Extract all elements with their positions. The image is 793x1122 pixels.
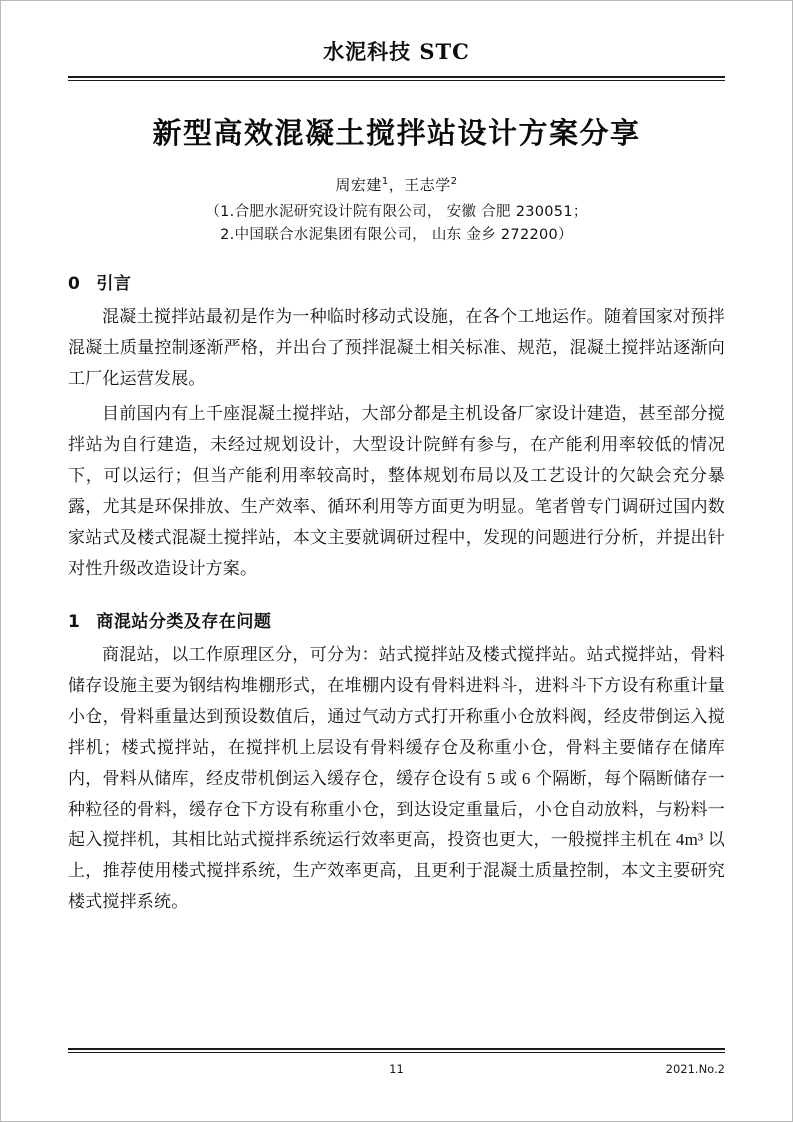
affiliation-line-2: 2.中国联合水泥集团有限公司， 山东 金乡 272200）: [220, 227, 573, 244]
section-heading-1: [68, 607, 725, 632]
paragraph: 目前国内有上千座混凝土搅拌站，大部分都是主机设备厂家设计建造，甚至部分搅拌站为自行建造，未经过规划设计，大型设计院鲜有参与，在产能利用率较低的情况下，可以运行；但当产能利用率较高时，整体规划布局以及工艺设计的欠缺会充分暴露，尤其是环保排放、生产效率、循环利用等方面更为明显。笔者曾专门调研过国内数家站式及楼式混凝土搅拌站，本文主要就调研过程中，发现的问题进行分析，并提出针对性升级改造设计方案。: [68, 404, 725, 578]
paragraph: 混凝土搅拌站最初是作为一种临时移动式设施，在各个工地运作。随着国家对预拌混凝土质量控制逐渐严格，并出台了预拌混凝土相关标准、规范，混凝土搅拌站逐渐向工厂化运营发展。: [68, 307, 725, 389]
footer-rule-thin: [68, 1052, 725, 1053]
affiliation-block: [68, 201, 725, 247]
header-rule-thick: [68, 76, 725, 78]
paragraph: 商混站，以工作原理区分，可分为：站式搅拌站及楼式搅拌站。站式搅拌站，骨料储存设施主要为钢结构堆棚形式，在堆棚内设有骨料进料斗，进料斗下方设有称重计量小仓，骨料重量达到预设数值后，通过气动方式打开称重小仓放料阀，经皮带倒运入搅拌机；楼式搅拌站，在搅拌机上层设有骨料缓存仓及称重小仓，骨料主要储存在储库内，骨料从储库，经皮带机倒运入缓存仓，缓存仓设有 5 或 6 个隔断，每个隔断储存一种粒径的骨料，缓存仓下方设有称重小仓，到达设定重量后，小仓自动放料，与粉料一起入搅拌机，其相比站式搅拌系统运行效率更高，投资也更大，一般搅拌主机在 4m³ 以上，推荐使用楼式搅拌系统，生产效率更高，且更利于混凝土质量控制，本文主要研究楼式搅拌系统。: [68, 644, 725, 912]
page-title: 新型高效混凝土搅拌站设计方案分享: [152, 116, 641, 150]
author-separator: ，: [388, 176, 405, 194]
section-heading-0: [68, 269, 725, 294]
author-2-name: 王志学: [404, 176, 451, 194]
section-title-1: 商混站分类及存在问题: [96, 611, 272, 632]
affiliation-line-1: （1.合肥水泥研究设计院有限公司， 安徽 合肥 230051；: [205, 204, 588, 220]
running-head: 水泥科技 STC: [323, 39, 470, 64]
section-number-1: 1: [68, 611, 81, 632]
issue-label: 2021.No.2: [665, 1062, 725, 1076]
header-rule-thin: [68, 80, 725, 81]
author-1-affiliation-mark: 1: [381, 176, 389, 187]
footer-rule-thick: [68, 1048, 725, 1050]
page-number: 11: [389, 1062, 404, 1076]
section-title-0: 引言: [96, 274, 132, 295]
author-list: [68, 174, 725, 195]
author-1-name: 周宏建: [335, 176, 382, 194]
section-number-0: 0: [68, 274, 81, 295]
author-2-affiliation-mark: 2: [450, 176, 458, 187]
page-footer: [68, 1048, 725, 1076]
page-content: [68, 36, 725, 922]
